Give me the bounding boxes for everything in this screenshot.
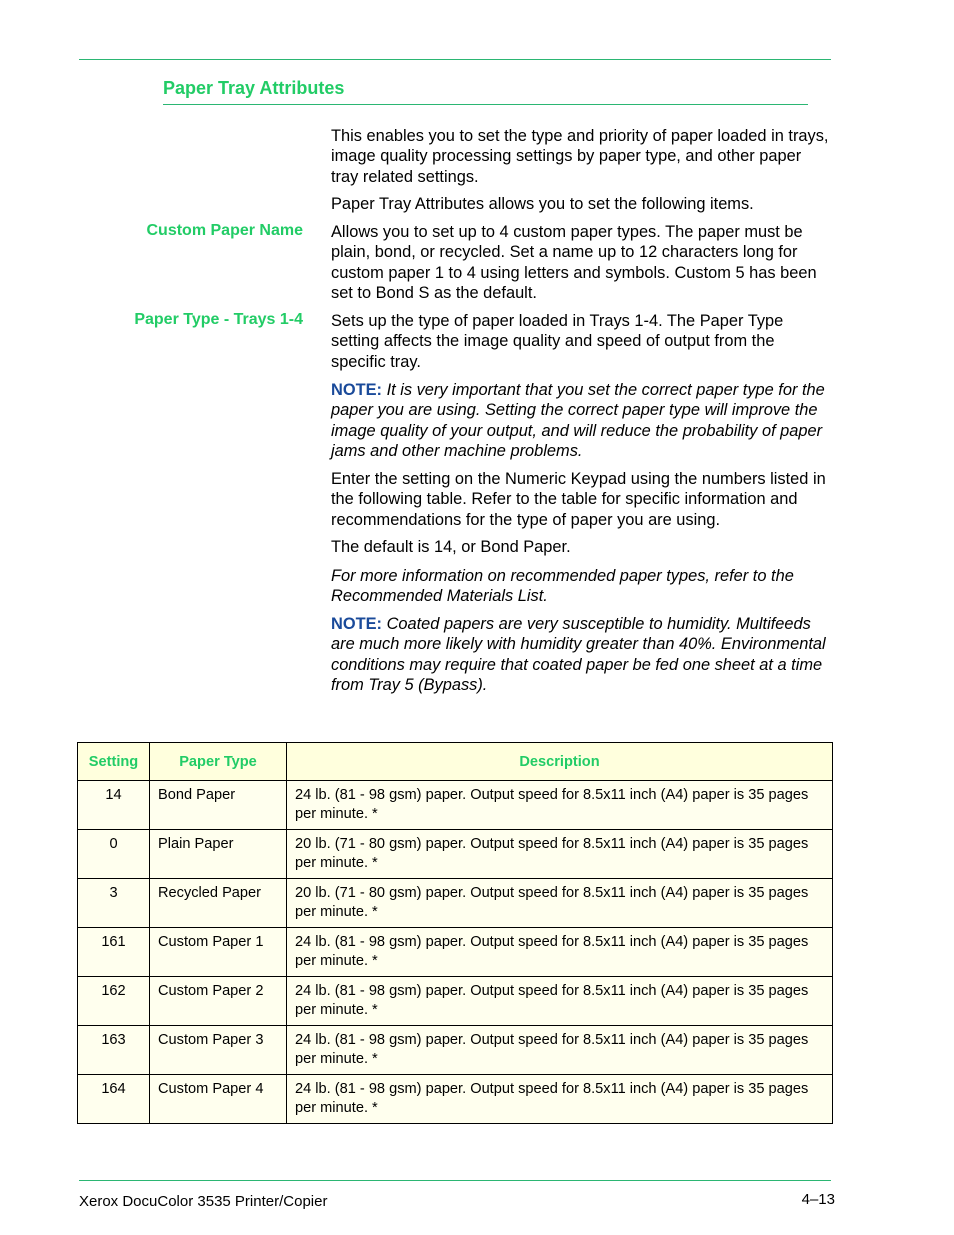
cell-setting: 161 — [78, 928, 150, 977]
section-heading: Paper Tray Attributes — [163, 78, 345, 98]
note-1-label: NOTE: — [331, 381, 382, 399]
cell-description: 24 lb. (81 - 98 gsm) paper. Output speed for 8.5x11 inch (A4) paper is 35 pages per minute. * — [287, 928, 833, 977]
cell-setting: 164 — [78, 1075, 150, 1124]
top-rule — [79, 59, 831, 60]
default-paragraph: The default is 14, or Bond Paper. — [331, 538, 571, 556]
table-row — [78, 830, 833, 879]
cell-description: 24 lb. (81 - 98 gsm) paper. Output speed for 8.5x11 inch (A4) paper is 35 pages per minute. * — [287, 977, 833, 1026]
cell-paper-type: Custom Paper 1 — [150, 928, 287, 977]
intro-paragraph-2: Paper Tray Attributes allows you to set the following items. — [331, 195, 754, 213]
custom-paper-name-text: Allows you to set up to 4 custom paper types. The paper must be plain, bond, or recycled. Set a name up to 12 characters long for custom paper 1 to 4 using letters and symbols. Custom 5 has been set to Bond S as the default. — [331, 223, 817, 302]
footer-page-number: 4–13 — [801, 1191, 835, 1208]
note-2-text: Coated papers are very susceptible to humidity. Multifeeds are much more likely with humidity greater than 40%. Environmental conditions may require that coated paper be fed one sheet at a time from Tray 5 (Bypass). — [331, 615, 826, 694]
cell-paper-type: Custom Paper 2 — [150, 977, 287, 1026]
cell-description: 24 lb. (81 - 98 gsm) paper. Output speed for 8.5x11 inch (A4) paper is 35 pages per minute. * — [287, 1075, 833, 1124]
cell-setting: 162 — [78, 977, 150, 1026]
header-paper-type: Paper Type — [150, 743, 287, 781]
table-row — [78, 879, 833, 928]
heading-underline — [163, 104, 808, 105]
cell-paper-type: Plain Paper — [150, 830, 287, 879]
footer-rule — [79, 1180, 831, 1181]
cell-description: 24 lb. (81 - 98 gsm) paper. Output speed for 8.5x11 inch (A4) paper is 35 pages per minute. * — [287, 1026, 833, 1075]
table-header-row — [78, 743, 833, 781]
table-row — [78, 1075, 833, 1124]
paper-type-label: Paper Type - Trays 1-4 — [134, 311, 303, 328]
note-2 — [331, 614, 831, 695]
cell-setting: 14 — [78, 781, 150, 830]
table-row — [78, 1026, 833, 1075]
cell-description: 20 lb. (71 - 80 gsm) paper. Output speed for 8.5x11 inch (A4) paper is 35 pages per minute. * — [287, 879, 833, 928]
cell-setting: 3 — [78, 879, 150, 928]
note-1 — [331, 380, 831, 461]
table-row — [78, 781, 833, 830]
cell-paper-type: Recycled Paper — [150, 879, 287, 928]
cell-setting: 0 — [78, 830, 150, 879]
intro-paragraph-1: This enables you to set the type and priority of paper loaded in trays, image quality processing settings by paper type, and other paper tray related settings. — [331, 127, 829, 186]
cell-description: 24 lb. (81 - 98 gsm) paper. Output speed for 8.5x11 inch (A4) paper is 35 pages per minute. * — [287, 781, 833, 830]
header-description: Description — [287, 743, 833, 781]
footer-product-name: Xerox DocuColor 3535 Printer/Copier — [79, 1193, 328, 1210]
table-row — [78, 977, 833, 1026]
table-row — [78, 928, 833, 977]
cell-description: 20 lb. (71 - 80 gsm) paper. Output speed for 8.5x11 inch (A4) paper is 35 pages per minute. * — [287, 830, 833, 879]
paper-type-text: Sets up the type of paper loaded in Trays 1-4. The Paper Type setting affects the image quality and speed of output from the specific tray. — [331, 312, 784, 371]
cell-paper-type: Bond Paper — [150, 781, 287, 830]
custom-paper-name-label: Custom Paper Name — [146, 222, 303, 239]
cell-paper-type: Custom Paper 4 — [150, 1075, 287, 1124]
keypad-paragraph: Enter the setting on the Numeric Keypad using the numbers listed in the following table. Refer to the table for specific information and recommendations for the type of paper you are using. — [331, 470, 826, 529]
cell-paper-type: Custom Paper 3 — [150, 1026, 287, 1075]
more-info-paragraph: For more information on recommended paper types, refer to the Recommended Materials List. — [331, 567, 794, 606]
paper-type-table — [77, 742, 833, 1124]
note-2-label: NOTE: — [331, 615, 382, 633]
header-setting: Setting — [78, 743, 150, 781]
note-1-text: It is very important that you set the correct paper type for the paper you are using. Setting the correct paper type will improve the image quality of your output, and will reduce the probability of paper jams and other machine problems. — [331, 381, 825, 460]
cell-setting: 163 — [78, 1026, 150, 1075]
